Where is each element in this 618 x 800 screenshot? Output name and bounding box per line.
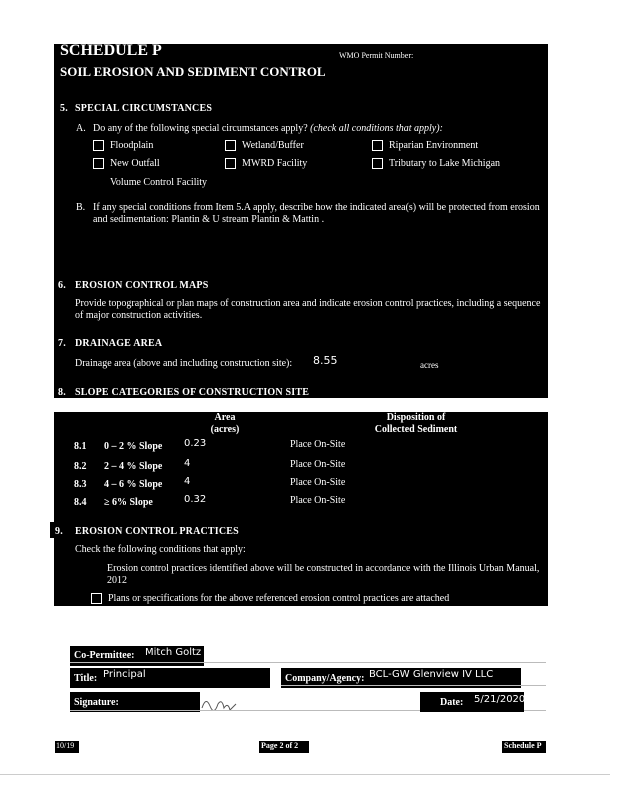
slope-row-label: 2 – 4 % Slope (104, 461, 163, 472)
section9-intro: Check the following conditions that apply: (75, 544, 246, 555)
checkbox-label: Plans or specifications for the above referenced erosion control practices are attached (108, 593, 450, 604)
checkbox-label: Riparian Environment (389, 140, 479, 151)
date-value[interactable]: 5/21/2020 (474, 694, 526, 705)
slope-col-area: Area (214, 412, 236, 423)
slope-row-number: 8.1 (74, 441, 87, 452)
schedule-title: SCHEDULE P (60, 42, 162, 59)
slope-row-label: 4 – 6 % Slope (104, 479, 163, 490)
slope-row (74, 476, 514, 495)
slope-col-disposition-line1: Disposition of (386, 412, 446, 423)
checkbox-label: Wetland/Buffer (242, 140, 304, 151)
copermittee-label: Co-Permittee: (74, 650, 135, 661)
checkbox-icon[interactable] (93, 140, 104, 151)
slope-row-number: 8.3 (74, 479, 87, 490)
slope-row-area[interactable]: 4 (184, 458, 191, 469)
copermittee-line (70, 662, 546, 663)
checkbox-label: Tributary to Lake Michigan (389, 158, 501, 169)
section5a-question-text: Do any of the following special circumstances apply? (93, 123, 308, 134)
slope-row-number: 8.2 (74, 461, 87, 472)
section5a-question-hint: (check all conditions that apply): (310, 123, 443, 134)
section8-number: 8. (58, 387, 66, 398)
form-subtitle: SOIL EROSION AND SEDIMENT CONTROL (60, 64, 326, 79)
drainage-area-label: Drainage area (above and including construction site): (75, 358, 293, 369)
slope-row (74, 438, 514, 457)
section9-number: 9. (55, 526, 63, 537)
title-label-box (70, 668, 270, 688)
permit-number-label: WMO Permit Number: (339, 51, 414, 60)
section9-title: EROSION CONTROL PRACTICES (75, 526, 239, 537)
footer-version: 10/19 (56, 741, 75, 750)
checkbox-wetland-buffer[interactable] (225, 140, 304, 151)
section5b-prefix: B. (76, 202, 86, 213)
company-label: Company/Agency: (285, 673, 365, 684)
checkbox-new-outfall[interactable] (93, 158, 160, 169)
section5-title: SPECIAL CIRCUMSTANCES (75, 103, 213, 114)
section7-title: DRAINAGE AREA (75, 338, 163, 349)
checkbox-label: New Outfall (110, 158, 160, 169)
copermittee-value[interactable]: Mitch Goltz (145, 647, 202, 658)
slope-row-disposition[interactable]: Place On-Site (290, 439, 346, 450)
slope-col-disposition-header (360, 412, 472, 436)
volume-control-facility-label: Volume Control Facility (110, 177, 208, 188)
checkbox-icon[interactable] (372, 140, 383, 151)
slope-row (74, 458, 514, 477)
section5-number: 5. (60, 103, 68, 114)
slope-row-area[interactable]: 0.23 (184, 438, 207, 449)
checkbox-mwrd-facility[interactable] (225, 158, 307, 169)
slope-row-label: ≥ 6% Slope (104, 497, 153, 508)
section5b-text: If any special conditions from Item 5.A apply, describe how the indicated area(s) will be protected from erosion and sedimentation: Plantin & U stream Plantin & Mattin . (93, 202, 540, 225)
footer-schedule: Schedule P (504, 741, 542, 750)
checkbox-icon[interactable] (225, 140, 236, 151)
section6-number: 6. (58, 280, 66, 291)
slope-col-disposition-line2: Collected Sediment (374, 424, 458, 435)
checkbox-icon[interactable] (225, 158, 236, 169)
slope-col-area-header (200, 412, 250, 436)
title-value[interactable]: Principal (103, 669, 146, 680)
checkbox-label: Floodplain (110, 140, 154, 151)
signature-label: Signature: (74, 697, 119, 708)
drainage-area-value[interactable]: 8.55 (313, 354, 338, 367)
checkbox-label: MWRD Facility (242, 158, 308, 169)
checkbox-tributary-lake-michigan[interactable] (372, 158, 500, 169)
section8-title: SLOPE CATEGORIES OF CONSTRUCTION SITE (75, 387, 310, 398)
slope-row-number: 8.4 (74, 497, 87, 508)
slope-row-area[interactable]: 0.32 (184, 494, 207, 505)
drainage-area-unit: acres (420, 360, 439, 370)
checkbox-riparian-environment[interactable] (372, 140, 478, 151)
slope-row-label: 0 – 2 % Slope (104, 441, 163, 452)
checkbox-floodplain[interactable] (93, 140, 153, 151)
company-value[interactable]: BCL-GW Glenview IV LLC (369, 669, 494, 680)
section9-item1: Erosion control practices identified above will be constructed in accordance with the Illinois Urban Manual, 2012 (107, 563, 540, 586)
slope-col-area-unit: (acres) (210, 424, 240, 435)
section5a-question (93, 123, 443, 134)
section5a-prefix: A. (76, 123, 86, 134)
checkbox-icon[interactable] (372, 158, 383, 169)
title-label: Title: (74, 673, 98, 684)
footer-page: Page 2 of 2 (261, 741, 299, 750)
slope-row-disposition[interactable]: Place On-Site (290, 477, 346, 488)
checkbox-icon[interactable] (93, 158, 104, 169)
section6-title: EROSION CONTROL MAPS (75, 280, 209, 291)
checkbox-plans-attached[interactable] (91, 593, 449, 604)
company-line (281, 685, 546, 686)
date-label: Date: (440, 697, 464, 708)
slope-row-disposition[interactable]: Place On-Site (290, 459, 346, 470)
section7-number: 7. (58, 338, 66, 349)
checkbox-icon[interactable] (91, 593, 102, 604)
section6-text: Provide topographical or plan maps of construction area and indicate erosion control practices, including a sequence of major construction activities. (75, 298, 541, 321)
slope-row-area[interactable]: 4 (184, 476, 191, 487)
slope-row (74, 494, 514, 513)
scan-edge (0, 774, 610, 775)
slope-row-disposition[interactable]: Place On-Site (290, 495, 346, 506)
